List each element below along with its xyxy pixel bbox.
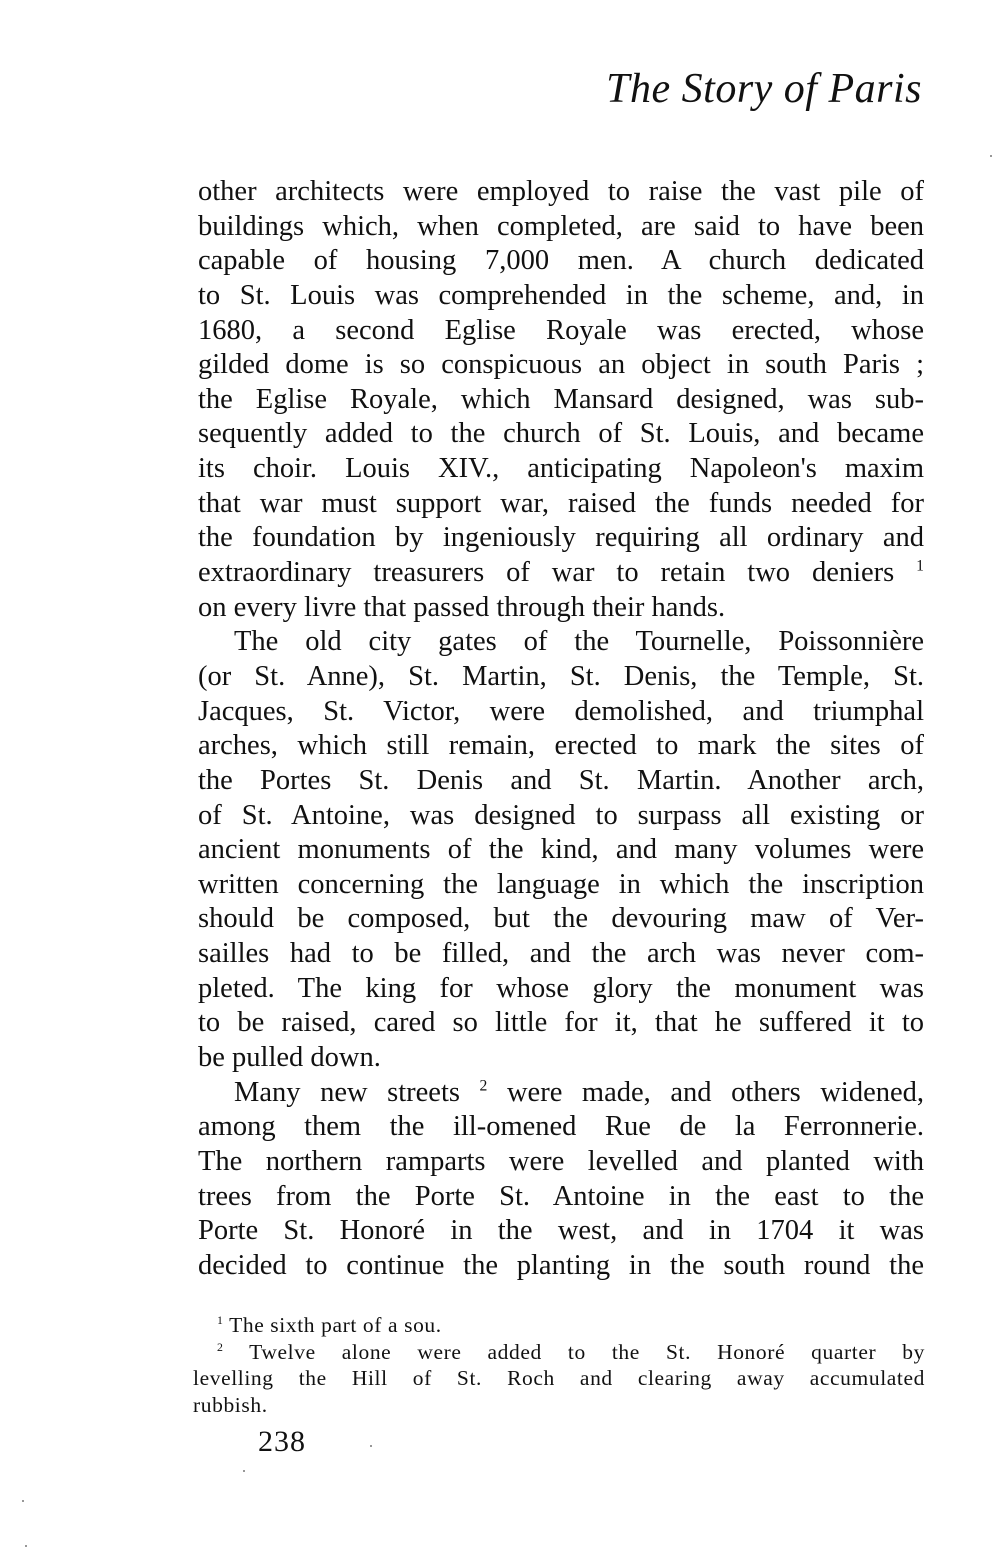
body-text [198, 175, 924, 1284]
footnote-ref-2: 2 [479, 1077, 488, 1095]
text-line: Jacques, St. Victor, were demolished, and triumphal [198, 695, 924, 727]
footnote-marker: 1 [217, 1312, 224, 1327]
text-line: The northern ramparts were levelled and planted with [198, 1145, 924, 1177]
text-segment: extraordinary treasurers of war to retain two deniers [198, 557, 895, 589]
text-line: 1680, a second Eglise Royale was erected, whose [198, 314, 924, 346]
footnote-2 [193, 1339, 925, 1366]
scan-speck [990, 155, 992, 157]
text-line: pleted. The king for whose glory the monument was [198, 972, 924, 1004]
text-line-with-footnote-1 [198, 556, 924, 591]
text-line: Porte St. Honoré in the west, and in 1704 it was [198, 1215, 924, 1247]
scan-speck [22, 1500, 24, 1502]
text-line: (or St. Anne), St. Martin, St. Denis, the Temple, St. [198, 660, 924, 692]
text-line: the Eglise Royale, which Mansard designed, was sub- [198, 383, 924, 415]
footnote-marker: 2 [217, 1339, 224, 1354]
text-line: should be composed, but the devouring maw of Ver- [198, 903, 924, 935]
footnote-ref-1: 1 [916, 557, 924, 575]
footnote-text: The sixth part of a sou. [229, 1313, 442, 1337]
scan-speck [25, 1545, 27, 1547]
text-line: sailles had to be filled, and the arch was never com- [198, 938, 924, 970]
footnote-2-line: rubbish. [193, 1392, 268, 1417]
text-line: ancient monuments of the kind, and many volumes were [198, 834, 924, 866]
running-head: The Story of Paris [606, 66, 922, 112]
scan-speck [243, 1470, 245, 1472]
text-line: of St. Antoine, was designed to surpass all existing or [198, 799, 924, 831]
text-line: sequently added to the church of St. Louis, and became [198, 418, 924, 450]
text-line: to be raised, cared so little for it, that he suffered it to [198, 1007, 924, 1039]
text-line: arches, which still remain, erected to mark the sites of [198, 730, 924, 762]
footnotes [193, 1312, 925, 1418]
text-line: decided to continue the planting in the south round the [198, 1249, 924, 1281]
text-line: other architects were employed to raise the vast pile of [198, 176, 924, 207]
text-line: that war must support war, raised the funds needed for [198, 487, 924, 519]
text-line: its choir. Louis XIV., anticipating Napoleon's maxim [198, 453, 924, 485]
text-line: be pulled down. [198, 1042, 381, 1074]
text-line: on every livre that passed through their hands. [198, 591, 726, 623]
text-line: The old city gates of the Tournelle, Poissonnière [234, 626, 924, 658]
text-segment: Many new streets [234, 1076, 460, 1108]
footnote-1 [193, 1312, 925, 1339]
footnote-text: Twelve alone were added to the St. Honoré quarter by [249, 1339, 925, 1364]
footnote-2-line: levelling the Hill of St. Roch and clearing away accumulated [193, 1366, 925, 1390]
scan-speck [370, 1445, 372, 1447]
page-number: 238 [258, 1425, 306, 1458]
text-line: to St. Louis was comprehended in the scheme, and, in [198, 279, 924, 311]
text-line: buildings which, when completed, are said to have been [198, 210, 924, 242]
text-segment: were made, and others widened, [506, 1076, 925, 1108]
text-line: among them the ill-omened Rue de la Ferronnerie. [198, 1111, 924, 1143]
text-line: the foundation by ingeniously requiring all ordinary and [198, 522, 924, 554]
text-line: the Portes St. Denis and St. Martin. Another arch, [198, 764, 924, 796]
text-line: trees from the Porte St. Antoine in the east to the [198, 1180, 924, 1212]
text-line: capable of housing 7,000 men. A church dedicated [198, 245, 924, 277]
text-line-with-footnote-2 [198, 1076, 924, 1111]
text-line: written concerning the language in which the inscription [198, 868, 924, 900]
text-line: gilded dome is so conspicuous an object in south Paris ; [198, 349, 924, 381]
